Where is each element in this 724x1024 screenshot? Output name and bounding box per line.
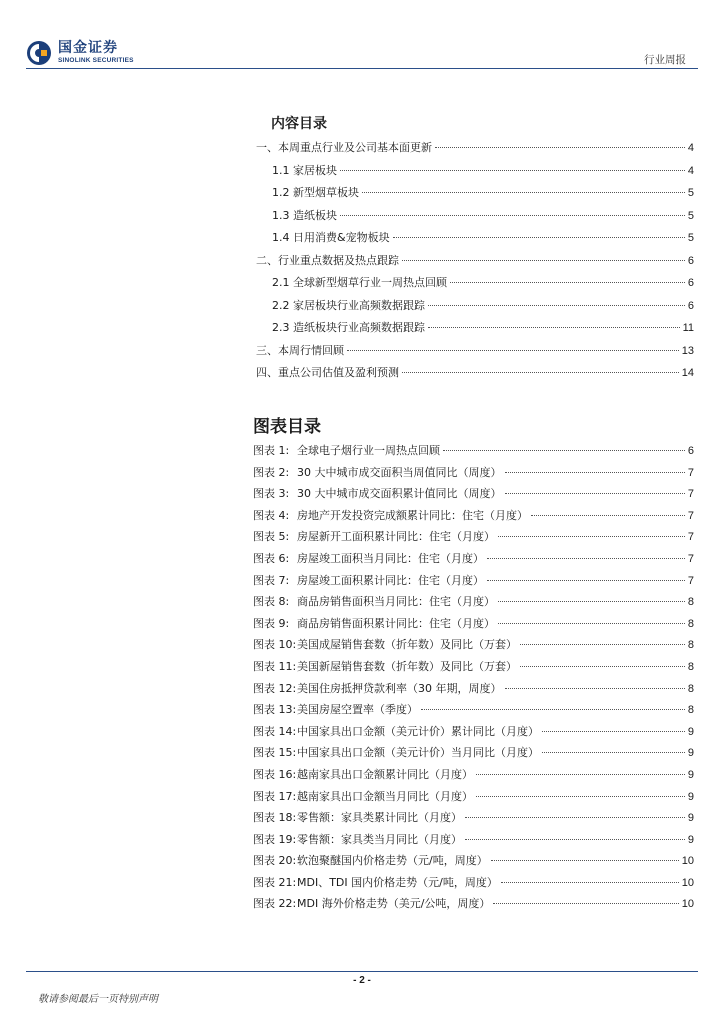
leader-dots bbox=[476, 774, 685, 775]
figure-entry[interactable] bbox=[253, 701, 694, 723]
report-type: 行业周报 bbox=[644, 54, 686, 66]
figure-entry-page: 8 bbox=[687, 639, 694, 652]
toc-entry-page: 6 bbox=[687, 254, 694, 267]
figure-entry-caption: 零售额：家具类当月同比（月度） bbox=[297, 832, 462, 846]
toc-entry[interactable] bbox=[256, 229, 694, 252]
figure-entry-number: 图表 11: bbox=[253, 659, 297, 673]
figure-entry-page: 7 bbox=[687, 466, 694, 479]
toc-entry-label: 二、行业重点数据及热点跟踪 bbox=[256, 253, 399, 267]
toc-entry-label: 1.2 新型烟草板块 bbox=[272, 186, 359, 199]
figure-entry[interactable] bbox=[253, 464, 694, 486]
figure-entry-page: 8 bbox=[687, 660, 694, 673]
figure-entry-page: 10 bbox=[681, 876, 694, 889]
figure-entry-caption: 软泡聚醚国内价格走势（元/吨，周度） bbox=[297, 854, 488, 868]
toc-entry-label: 一、本周重点行业及公司基本面更新 bbox=[256, 141, 432, 154]
leader-dots bbox=[498, 601, 685, 602]
figure-entry[interactable] bbox=[253, 507, 694, 529]
table-of-contents bbox=[256, 139, 694, 387]
leader-dots bbox=[428, 305, 685, 306]
figure-entry-page: 10 bbox=[681, 898, 694, 911]
logo-english-name: SINOLINK SECURITIES bbox=[58, 57, 134, 65]
figure-entry-page: 7 bbox=[687, 509, 694, 522]
figure-entry[interactable] bbox=[253, 550, 694, 572]
figure-entry[interactable] bbox=[253, 852, 694, 874]
figure-entry-number: 图表 20: bbox=[253, 854, 297, 868]
figure-entry-caption: 美国新屋销售套数（折年数）及同比（万套） bbox=[297, 659, 517, 673]
leader-dots bbox=[487, 580, 685, 581]
figure-entry-caption: 越南家具出口金额当月同比（月度） bbox=[297, 789, 473, 803]
figure-entry-page: 7 bbox=[687, 574, 694, 587]
toc-entry[interactable] bbox=[256, 297, 694, 320]
toc-entry-label: 1.1 家居板块 bbox=[272, 163, 337, 177]
figure-entry-caption: 房地产开发投资完成额累计同比：住宅（月度） bbox=[297, 508, 528, 522]
figure-entry[interactable] bbox=[253, 528, 694, 550]
toc-entry-label: 1.4 日用消费&宠物板块 bbox=[272, 231, 390, 244]
toc-entry[interactable] bbox=[256, 364, 694, 387]
leader-dots bbox=[531, 515, 685, 516]
leader-dots bbox=[402, 372, 679, 373]
figure-entry-caption: 30 大中城市成交面积累计值同比（周度） bbox=[297, 487, 502, 501]
footer-divider bbox=[26, 971, 698, 972]
leader-dots bbox=[421, 709, 685, 710]
figure-entry-caption: 房屋竣工面积累计同比：住宅（月度） bbox=[297, 573, 484, 587]
toc-entry-page: 5 bbox=[687, 209, 694, 222]
figure-entry-caption: 商品房销售面积当月同比：住宅（月度） bbox=[297, 595, 495, 609]
leader-dots bbox=[505, 688, 685, 689]
toc-entry-page: 6 bbox=[687, 277, 694, 289]
leader-dots bbox=[542, 731, 685, 732]
leader-dots bbox=[498, 536, 685, 537]
figure-entry-page: 9 bbox=[687, 768, 694, 781]
disclaimer: 敬请参阅最后一页特别声明 bbox=[38, 994, 158, 1005]
leader-dots bbox=[520, 644, 685, 645]
leader-dots bbox=[393, 237, 685, 238]
figure-entry-page: 9 bbox=[687, 812, 694, 825]
toc-entry-page: 5 bbox=[687, 232, 694, 244]
toc-entry[interactable] bbox=[256, 139, 694, 162]
leader-dots bbox=[402, 260, 685, 261]
figure-entry[interactable] bbox=[253, 831, 694, 853]
leader-dots bbox=[340, 215, 685, 216]
toc-title: 内容目录 bbox=[271, 116, 327, 132]
figure-entry[interactable] bbox=[253, 636, 694, 658]
figure-entry-number: 图表 22: bbox=[253, 897, 297, 911]
figure-entry-caption: 全球电子烟行业一周热点回顾 bbox=[297, 444, 440, 457]
leader-dots bbox=[505, 493, 685, 494]
toc-entry-label: 2.1 全球新型烟草行业一周热点回顾 bbox=[272, 276, 447, 289]
leader-dots bbox=[498, 623, 685, 624]
header-divider bbox=[26, 68, 698, 69]
logo-icon bbox=[26, 40, 52, 66]
figure-list-title: 图表目录 bbox=[253, 417, 321, 437]
figure-list bbox=[253, 442, 694, 917]
figure-entry-number: 图表 17: bbox=[253, 789, 297, 803]
figure-entry-number: 图表 9: bbox=[253, 616, 290, 630]
leader-dots bbox=[505, 472, 685, 473]
figure-entry-caption: MDI 海外价格走势（美元/公吨，周度） bbox=[297, 897, 491, 911]
leader-dots bbox=[493, 903, 678, 904]
toc-entry-page: 14 bbox=[681, 367, 694, 379]
figure-entry-number: 图表 21: bbox=[253, 875, 297, 889]
figure-entry-caption: 30 大中城市成交面积当周值同比（周度） bbox=[297, 465, 502, 479]
toc-entry-label: 三、本周行情回顾 bbox=[256, 343, 344, 357]
leader-dots bbox=[465, 817, 685, 818]
toc-entry-label: 四、重点公司估值及盈利预测 bbox=[256, 366, 399, 379]
toc-entry[interactable] bbox=[256, 274, 694, 297]
figure-entry[interactable] bbox=[253, 723, 694, 745]
figure-entry-caption: 房屋竣工面积当月同比：住宅（月度） bbox=[297, 551, 484, 565]
toc-entry-page: 13 bbox=[681, 344, 694, 357]
figure-entry-page: 7 bbox=[687, 552, 694, 565]
toc-entry-page: 5 bbox=[687, 187, 694, 199]
figure-entry-caption: 美国成屋销售套数（折年数）及同比（万套） bbox=[297, 638, 517, 652]
figure-entry-page: 9 bbox=[687, 790, 694, 803]
figure-entry-page: 6 bbox=[687, 445, 694, 457]
figure-entry-number: 图表 12: bbox=[253, 681, 297, 695]
figure-entry-number: 图表 4: bbox=[253, 508, 290, 522]
toc-entry[interactable] bbox=[256, 184, 694, 207]
toc-entry-page: 4 bbox=[687, 164, 694, 177]
figure-entry-number: 图表 5: bbox=[253, 530, 290, 544]
figure-entry-number: 图表 14: bbox=[253, 724, 297, 738]
toc-entry[interactable] bbox=[256, 252, 694, 275]
leader-dots bbox=[465, 839, 685, 840]
figure-entry-caption: MDI、TDI 国内价格走势（元/吨，周度） bbox=[297, 875, 498, 889]
figure-entry-number: 图表 15: bbox=[253, 746, 297, 760]
figure-entry[interactable] bbox=[253, 874, 694, 896]
figure-entry[interactable] bbox=[253, 615, 694, 637]
company-logo bbox=[26, 40, 134, 66]
figure-entry-page: 8 bbox=[687, 704, 694, 717]
toc-entry-label: 2.2 家居板块行业高频数据跟踪 bbox=[272, 298, 425, 312]
figure-entry-caption: 越南家具出口金额累计同比（月度） bbox=[297, 767, 473, 781]
figure-entry-number: 图表 3: bbox=[253, 487, 290, 501]
leader-dots bbox=[476, 796, 685, 797]
figure-entry[interactable] bbox=[253, 593, 694, 615]
toc-entry[interactable] bbox=[256, 342, 694, 365]
leader-dots bbox=[487, 558, 685, 559]
page-number: - 2 - bbox=[353, 975, 371, 986]
figure-entry-page: 9 bbox=[687, 725, 694, 738]
figure-entry[interactable] bbox=[253, 895, 694, 917]
toc-entry-label: 1.3 造纸板块 bbox=[272, 208, 337, 222]
toc-entry[interactable] bbox=[256, 319, 694, 342]
figure-entry-number: 图表 1: bbox=[253, 444, 290, 457]
figure-entry-page: 9 bbox=[687, 747, 694, 760]
toc-entry-label: 2.3 造纸板块行业高频数据跟踪 bbox=[272, 321, 425, 334]
figure-entry-page: 8 bbox=[687, 682, 694, 695]
figure-entry[interactable] bbox=[253, 572, 694, 594]
figure-entry-page: 7 bbox=[687, 531, 694, 544]
figure-entry-number: 图表 19: bbox=[253, 832, 297, 846]
leader-dots bbox=[435, 147, 685, 148]
figure-entry-number: 图表 16: bbox=[253, 767, 297, 781]
figure-entry-caption: 美国住房抵押贷款利率（30 年期，周度） bbox=[297, 681, 502, 695]
logo-chinese-name: 国金证券 bbox=[58, 40, 118, 57]
leader-dots bbox=[428, 327, 680, 328]
figure-entry-number: 图表 13: bbox=[253, 703, 297, 717]
leader-dots bbox=[347, 350, 679, 351]
figure-entry[interactable] bbox=[253, 485, 694, 507]
figure-entry-page: 8 bbox=[687, 617, 694, 630]
figure-entry[interactable] bbox=[253, 680, 694, 702]
figure-entry[interactable] bbox=[253, 744, 694, 766]
leader-dots bbox=[340, 170, 685, 171]
leader-dots bbox=[501, 882, 679, 883]
figure-entry[interactable] bbox=[253, 809, 694, 831]
figure-entry-number: 图表 10: bbox=[253, 638, 297, 652]
figure-entry-number: 图表 18: bbox=[253, 811, 297, 825]
figure-entry-caption: 美国房屋空置率（季度） bbox=[297, 703, 418, 717]
figure-entry[interactable] bbox=[253, 766, 694, 788]
figure-entry-page: 10 bbox=[681, 855, 694, 868]
toc-entry[interactable] bbox=[256, 162, 694, 185]
leader-dots bbox=[443, 450, 685, 451]
figure-entry-caption: 中国家具出口金额（美元计价）累计同比（月度） bbox=[297, 724, 539, 738]
toc-entry-page: 6 bbox=[687, 299, 694, 312]
leader-dots bbox=[542, 752, 685, 753]
figure-entry-page: 7 bbox=[687, 488, 694, 501]
figure-entry[interactable] bbox=[253, 788, 694, 810]
figure-entry-caption: 零售额：家具类累计同比（月度） bbox=[297, 811, 462, 825]
figure-entry-caption: 商品房销售面积累计同比：住宅（月度） bbox=[297, 616, 495, 630]
figure-entry-number: 图表 7: bbox=[253, 573, 290, 587]
toc-entry-page: 4 bbox=[687, 142, 694, 154]
figure-entry-number: 图表 6: bbox=[253, 551, 290, 565]
leader-dots bbox=[491, 860, 679, 861]
page-header bbox=[0, 0, 724, 70]
toc-entry-page: 11 bbox=[682, 322, 694, 334]
figure-entry[interactable] bbox=[253, 658, 694, 680]
toc-entry[interactable] bbox=[256, 207, 694, 230]
leader-dots bbox=[450, 282, 685, 283]
leader-dots bbox=[362, 192, 685, 193]
figure-entry-caption: 房屋新开工面积累计同比：住宅（月度） bbox=[297, 530, 495, 544]
figure-entry-page: 8 bbox=[687, 596, 694, 609]
figure-entry-number: 图表 2: bbox=[253, 465, 290, 479]
figure-entry[interactable] bbox=[253, 442, 694, 464]
leader-dots bbox=[520, 666, 685, 667]
figure-entry-caption: 中国家具出口金额（美元计价）当月同比（月度） bbox=[297, 746, 539, 760]
figure-entry-page: 9 bbox=[687, 833, 694, 846]
figure-entry-number: 图表 8: bbox=[253, 595, 290, 609]
